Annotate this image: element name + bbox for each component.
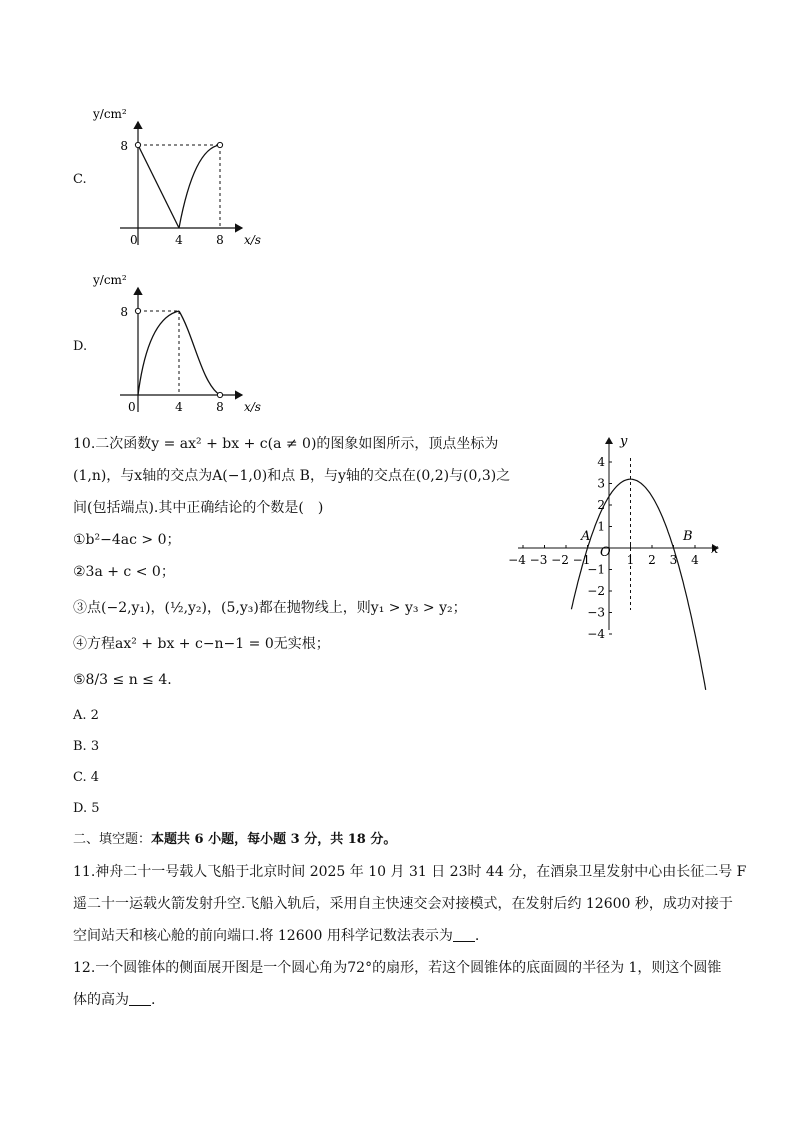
- q10-statement-1: ①b²−4ac > 0；: [73, 532, 181, 548]
- section2-rules: 本题共 6 小题，每小题 3 分，共 18 分。: [151, 832, 397, 847]
- q10-parabola-graph: [508, 432, 734, 641]
- q10-statement-3: ③点(−2,y₁)，(½,y₂)，(5,y₃)都在抛物线上，则y₁ > y₃ > y₂；: [73, 600, 467, 616]
- section2-heading: [73, 830, 396, 850]
- q12-answer-blank[interactable]: [129, 991, 151, 1006]
- open-point: [217, 392, 222, 397]
- x-tick-label: −1: [572, 553, 591, 567]
- segment-line: [138, 145, 179, 228]
- q10-line2: (1,n)，与x轴的交点为A(−1,0)和点 B，与y轴的交点在(0,2)与(0,3)之: [73, 468, 511, 484]
- x-tick-label: 2: [648, 553, 656, 567]
- x-tick-label: 3: [669, 553, 678, 567]
- q11-end: .: [474, 928, 480, 944]
- q12-line1: 12.一个圆锥体的侧面展开图是一个圆心角为72°的扇形，若这个圆锥体的底面圆的半径为 1，则这个圆锥: [73, 960, 722, 976]
- q11-line3: 空间站天和核心舱的前向端口.将 12600 用科学记数法表示为: [73, 928, 453, 944]
- x-tick-label: 1: [626, 553, 635, 567]
- curve-arc: [179, 145, 220, 228]
- q10-statement-2: ②3a + c < 0；: [73, 564, 175, 580]
- choice-c: C. 4: [73, 770, 100, 785]
- x-tick-4: 4: [175, 400, 183, 414]
- q10-statement-4: ④方程ax² + bx + c−n−1 = 0无实根；: [73, 636, 330, 652]
- x-tick-label: 4: [691, 553, 699, 567]
- x-tick-8: 8: [216, 400, 224, 414]
- open-point: [135, 308, 140, 313]
- x-tick-label: −3: [529, 553, 548, 567]
- q11-line2: 遥二十一运载火箭发射升空.飞船入轨后，采用自主快速交会对接模式，在发射后约 12600 秒，成功对接于: [73, 896, 733, 912]
- y-label: y/cm²: [93, 273, 127, 287]
- q12-line2: 体的高为: [73, 992, 129, 1008]
- point-b-label: B: [683, 529, 693, 544]
- choice-a: A. 2: [73, 708, 99, 723]
- choice-d: D. 5: [73, 801, 100, 816]
- option-d-letter: D.: [73, 339, 88, 354]
- q11-answer-blank[interactable]: [453, 927, 475, 942]
- y-tick-8: 8: [120, 139, 128, 153]
- point-a-label: A: [581, 529, 591, 544]
- q12-end: .: [151, 992, 156, 1008]
- open-point: [135, 142, 140, 147]
- y-tick-label: 2: [597, 498, 605, 512]
- origin-label: 0: [130, 233, 138, 247]
- q10-line3: 间(包括端点).其中正确结论的个数是( ): [73, 500, 324, 516]
- y-tick-label: −1: [587, 562, 605, 577]
- open-point: [217, 142, 222, 147]
- choice-b: B. 3: [73, 739, 100, 754]
- y-tick-label: −2: [587, 584, 605, 598]
- option-c-graph: [90, 100, 280, 250]
- y-tick-label: 4: [597, 455, 605, 469]
- option-d-graph: [90, 266, 280, 416]
- q12-line2-row: [73, 990, 155, 1010]
- q10-line1: 10.二次函数y = ax² + bx + c(a ≠ 0)的图象如图所示，顶点坐标为: [73, 436, 499, 452]
- section2-prefix: 二、填空题：: [73, 832, 152, 847]
- x-label: x/s: [244, 233, 261, 247]
- x-tick-4: 4: [175, 233, 183, 247]
- x-tick-label: −4: [508, 553, 526, 567]
- option-c-letter: C.: [73, 172, 87, 187]
- x-axis-label: x: [711, 542, 719, 557]
- origin-label: 0: [128, 400, 136, 414]
- y-label: y/cm²: [93, 107, 127, 121]
- y-tick-label: −3: [587, 605, 605, 620]
- y-tick-label: 3: [597, 476, 605, 491]
- rising-curve: [138, 311, 179, 395]
- y-axis-label: y: [620, 434, 628, 449]
- q11-line1: 11.神舟二十一号载人飞船于北京时间 2025 年 10 月 31 日 23时 44 分，在酒泉卫星发射中心由长征二号 F: [73, 864, 747, 880]
- q11-line3-row: [73, 926, 479, 946]
- y-tick-label: −4: [587, 627, 605, 641]
- x-tick-label: −2: [551, 553, 569, 567]
- y-tick-label: 1: [597, 519, 605, 534]
- x-tick-8: 8: [216, 233, 224, 247]
- q10-statement-5: ⑤8/3 ≤ n ≤ 4.: [73, 672, 172, 688]
- origin-label: O: [600, 545, 611, 560]
- falling-curve: [179, 311, 220, 395]
- y-tick-8: 8: [120, 305, 128, 319]
- x-label: x/s: [244, 400, 261, 414]
